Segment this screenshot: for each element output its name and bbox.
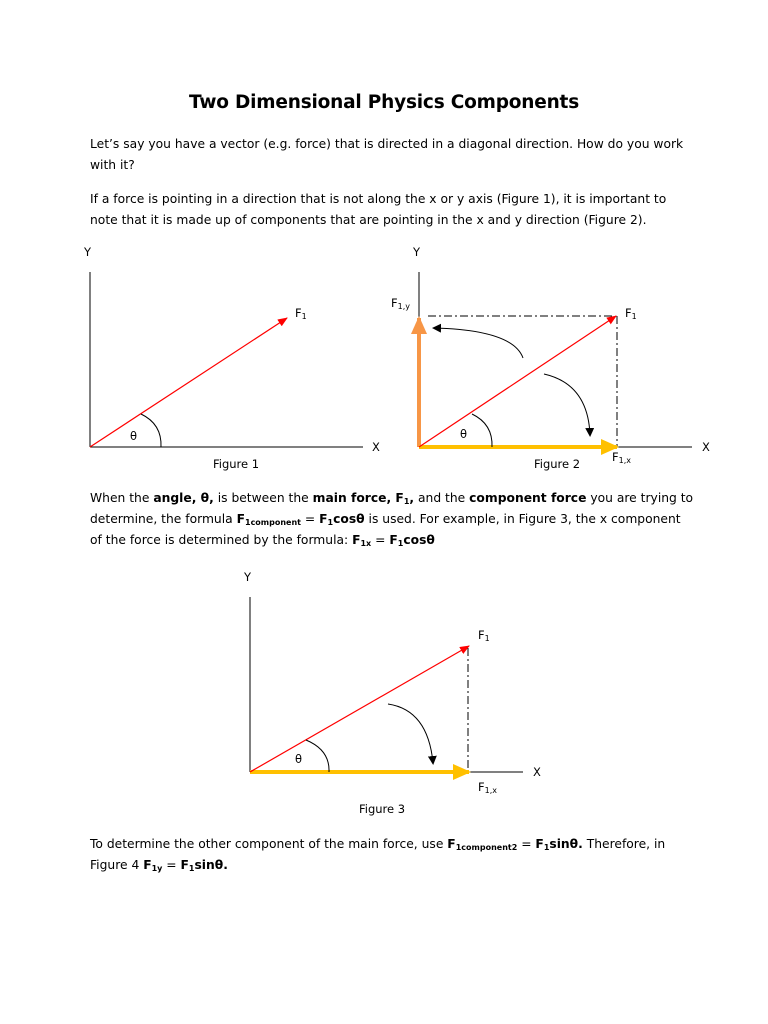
figure-3	[250, 597, 523, 772]
figure-2-angle-label: θ	[460, 427, 468, 441]
figure-2-fx-label: $F_{1,x}$	[612, 450, 631, 465]
sine-line-2: Figure 4 $F_{1y} = F_1\sin\theta$.	[90, 858, 228, 873]
intro-line-2: with it?	[90, 158, 135, 172]
figure-1-force-vector	[90, 318, 287, 447]
figure-2-x-label: X	[702, 440, 710, 454]
formula-paragraph	[90, 488, 694, 551]
figure-3-rotation-arrow-down	[388, 704, 433, 763]
figure-3-y-label: Y	[244, 570, 252, 584]
figure-2-y-label: Y	[413, 245, 421, 259]
figure-2-caption: Figure 2	[534, 457, 581, 471]
page-title: Two Dimensional Physics Components	[188, 92, 580, 113]
formula-line-2: determine, the formula $F_{1component} = F_1\cos\theta$ is used. For example, in Figure 3, the x component	[90, 512, 681, 527]
figure-2-fy-label: $F_{1,y}$	[391, 296, 410, 311]
figure-2	[419, 272, 692, 447]
figure-1-x-label: X	[372, 440, 380, 454]
figure-1-force-label: $F_1$	[295, 306, 307, 321]
components-line-2: note that it is made up of components that are pointing in the x and y direction (Figure 2).	[90, 213, 647, 227]
components-line-1: If a force is pointing in a direction that is not along the x or y axis (Figure 1), it is important to	[90, 192, 667, 206]
figure-2-rotation-arrow-up	[434, 328, 523, 358]
figure-2-rotation-arrow-down	[544, 374, 590, 435]
figure-1-angle-label: θ	[130, 429, 138, 443]
sine-line-1: To determine the other component of the main force, use $F_{1component2} = F_1\sin\theta$. Therefore, in	[90, 837, 666, 852]
figure-3-fx-label: $F_{1,x}$	[478, 780, 497, 795]
figure-3-angle-arc	[306, 740, 329, 772]
figure-3-force-vector	[250, 646, 469, 772]
formula-line-3: of the force is determined by the formula: $F_{1x} = F_1\cos\theta$	[90, 533, 435, 548]
figure-3-angle-label: θ	[295, 752, 303, 766]
figure-1-angle-arc	[141, 414, 161, 447]
figure-1-caption: Figure 1	[213, 457, 260, 471]
figure-2-angle-arc	[472, 414, 492, 447]
figure-2-force-vector	[419, 316, 616, 447]
figure-3-caption: Figure 3	[359, 802, 406, 816]
figure-1-y-label: Y	[84, 245, 92, 259]
figure-3-x-label: X	[533, 765, 541, 779]
formula-line-1: When the angle, θ, is between the main force, $F_1$, and the component force you are trying to	[90, 491, 694, 506]
figure-3-force-label: $F_1$	[478, 628, 490, 643]
figure-2-force-label: $F_1$	[625, 306, 637, 321]
sine-paragraph	[90, 834, 690, 876]
intro-line-1: Let’s say you have a vector (e.g. force) that is directed in a diagonal direction. How do you work	[90, 137, 684, 151]
figure-1	[90, 272, 363, 447]
